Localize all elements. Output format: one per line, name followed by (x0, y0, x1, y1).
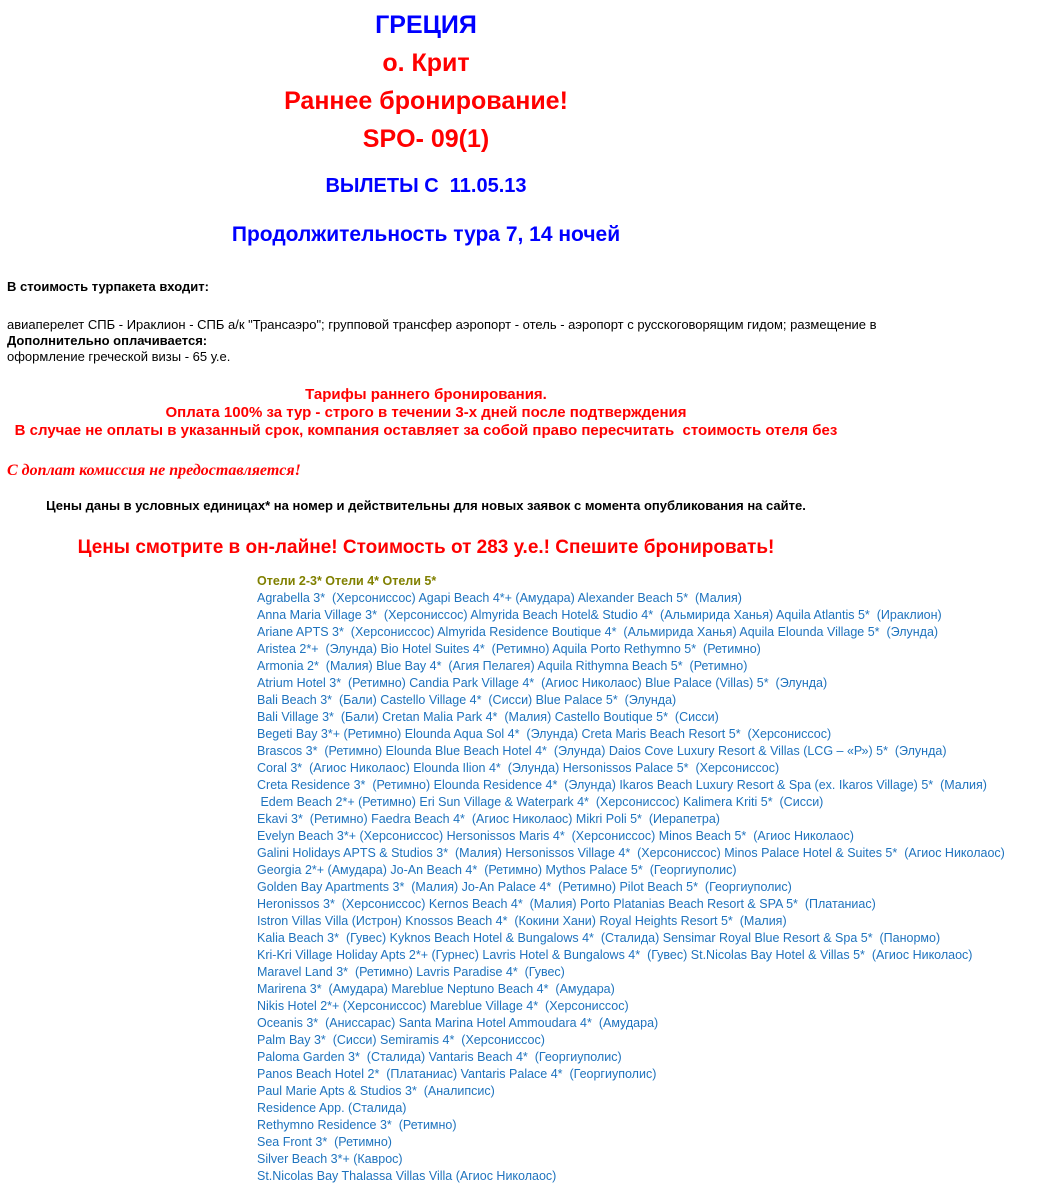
hotel-list-item: Residence App. (Сталида) (257, 1101, 407, 1115)
departure-date-line: ВЫЛЕТЫ С 11.05.13 (325, 175, 527, 197)
tour-duration-line: Продолжительность тура 7, 14 ночей (231, 223, 621, 246)
hotel-list (257, 573, 1037, 1185)
hotel-list-item: Bali Village 3* (Бали) Cretan Malia Park 4* (Малия) Castello Boutique 5* (Сисси) (257, 710, 719, 724)
hotel-list-item: St.Nicolas Bay Thalassa Villas Villa (Агиос Николаос) (257, 1169, 557, 1183)
hotel-list-item: Kalia Beach 3* (Гувес) Kyknos Beach Hotel & Bungalows 4* (Сталида) Sensimar Royal Blue Resort & Spa 5* (Панормо) (257, 931, 941, 945)
hotel-list-item: Palm Bay 3* (Сисси) Semiramis 4* (Херсониссос) (257, 1033, 545, 1047)
hotel-list-item: Ekavi 3* (Ретимно) Faedra Beach 4* (Агиос Николаос) Mikri Poli 5* (Иерапетра) (257, 812, 720, 826)
hotel-list-header: Отели 2-3* Отели 4* Отели 5* (257, 574, 437, 588)
hotel-list-item: Rethymno Residence 3* (Ретимно) (257, 1118, 457, 1132)
page-title-spo-code: SPO- 09(1) (362, 125, 490, 153)
hotel-list-item: Creta Residence 3* (Ретимно) Elounda Residence 4* (Элунда) Ikaros Beach Luxury Resort & Spa (ex. Ikaros Village) 5* (Малия) (257, 778, 987, 792)
tariff-line-2: Оплата 100% за тур - строго в течении 3-х дней после подтверждения (165, 404, 687, 421)
hotel-list-item: Begeti Bay 3*+ (Ретимно) Elounda Aqua Sol 4* (Элунда) Creta Maris Beach Resort 5* (Херсониссос) (257, 727, 832, 741)
tariff-line-3: В случае не оплаты в указанный срок, компания оставляет за собой право пересчитать стоимость отеля без (14, 422, 838, 439)
hotel-list-item: Atrium Hotel 3* (Ретимно) Candia Park Village 4* (Агиос Николаос) Blue Palace (Villas) 5* (Элунда) (257, 676, 828, 690)
tariff-line-1: Тарифы раннего бронирования. (305, 386, 547, 403)
hotel-list-item: Bali Beach 3* (Бали) Castello Village 4* (Сисси) Blue Palace 5* (Элунда) (257, 693, 677, 707)
hotel-list-item: Ariane APTS 3* (Херсониссос) Almyrida Residence Boutique 4* (Альмирида Ханья) Aquila Elounda Village 5* (Элунда) (257, 625, 939, 639)
hotel-list-item: Sea Front 3* (Ретимно) (257, 1135, 392, 1149)
document (0, 6, 1037, 1185)
additional-payment-heading: Дополнительно оплачивается: (7, 333, 208, 348)
hotel-list-item: Golden Bay Apartments 3* (Малия) Jo-An Palace 4* (Ретимно) Pilot Beach 5* (Георгиуполис) (257, 880, 792, 894)
hotel-list-item: Aristea 2*+ (Элунда) Bio Hotel Suites 4* (Ретимно) Aquila Porto Rethymno 5* (Ретимно) (257, 642, 761, 656)
page-title-country: ГРЕЦИЯ (375, 11, 477, 39)
page-title-island: о. Крит (382, 49, 470, 77)
online-prices-cta: Цены смотрите в он-лайне! Стоимость от 283 у.е.! Спешите бронировать! (77, 537, 775, 558)
early-booking-tariff-block (0, 386, 852, 440)
hotel-list-item: Paloma Garden 3* (Сталида) Vantaris Beach 4* (Георгиуполис) (257, 1050, 622, 1064)
hotel-list-item: Edem Beach 2*+ (Ретимно) Eri Sun Village & Waterpark 4* (Херсониссос) Kalimera Kriti 5* (Сисси) (257, 795, 824, 809)
hotel-list-item: Oceanis 3* (Аниссарас) Santa Marina Hotel Ammoudara 4* (Амудара) (257, 1016, 659, 1030)
hotel-list-item: Brascos 3* (Ретимно) Elounda Blue Beach Hotel 4* (Элунда) Daios Cove Luxury Resort & Villas (LCG – «Р») 5* (Элунда) (257, 744, 947, 758)
package-includes-details: авиаперелет СПБ - Ираклион - СПБ а/к "Трансаэро"; групповой трансфер аэропорт - отель - аэропорт с русскоговорящим гидом; размещение в (7, 317, 877, 332)
hotel-list-item: Galini Holidays APTS & Studios 3* (Малия) Hersonissos Village 4* (Херсониссос) Minos Palace Hotel & Suites 5* (Агиос Николаос) (257, 846, 1005, 860)
hotel-list-item: Coral 3* (Агиос Николаос) Elounda Ilion 4* (Элунда) Hersonissos Palace 5* (Херсониссос) (257, 761, 780, 775)
hotel-list-item: Maravel Land 3* (Ретимно) Lavris Paradise 4* (Гувес) (257, 965, 565, 979)
prices-terms-note: Цены даны в условных единицах* на номер и действительны для новых заявок с момента опубликования на сайте. (46, 498, 806, 513)
hotel-list-item: Heronissos 3* (Херсониссос) Kernos Beach 4* (Малия) Porto Platanias Beach Resort & SPA 5* (Платаниас) (257, 897, 876, 911)
package-includes-heading: В стоимость турпакета входит: (7, 279, 209, 294)
hotel-list-item: Panos Beach Hotel 2* (Платаниас) Vantaris Palace 4* (Георгиуполис) (257, 1067, 657, 1081)
hotel-list-item: Anna Maria Village 3* (Херсониссос) Almyrida Beach Hotel& Studio 4* (Альмирида Ханья) Aquila Atlantis 5* (Ираклион) (257, 608, 942, 622)
hotel-list-item: Paul Marie Apts & Studios 3* (Аналипсис) (257, 1084, 495, 1098)
hotel-list-item: Agrabella 3* (Херсониссос) Agapi Beach 4*+ (Амудара) Alexander Beach 5* (Малия) (257, 591, 742, 605)
hotel-list-item: Silver Beach 3*+ (Каврос) (257, 1152, 403, 1166)
hotel-list-item: Armonia 2* (Малия) Blue Bay 4* (Агия Пелагея) Aquila Rithymna Beach 5* (Ретимно) (257, 659, 748, 673)
hotel-list-item: Istron Villas Villa (Истрон) Knossos Beach 4* (Кокини Хани) Royal Heights Resort 5* (Малия) (257, 914, 787, 928)
hotel-list-item: Georgia 2*+ (Амудара) Jo-An Beach 4* (Ретимно) Mythos Palace 5* (Георгиуполис) (257, 863, 737, 877)
page-title-promo: Раннее бронирование! (284, 87, 568, 115)
title-block (0, 6, 852, 158)
commission-note: С доплат комиссия не предоставляется! (7, 462, 301, 479)
hotel-list-item: Marirena 3* (Амудара) Mareblue Neptuno Beach 4* (Амудара) (257, 982, 615, 996)
hotel-list-item: Evelyn Beach 3*+ (Херсониссос) Hersonissos Maris 4* (Херсониссос) Minos Beach 5* (Агиос Николаос) (257, 829, 854, 843)
hotel-list-item: Kri-Kri Village Holiday Apts 2*+ (Гурнес) Lavris Hotel & Bungalows 4* (Гувес) St.Nicolas Bay Hotel & Villas 5* (Агиос Николаос) (257, 948, 973, 962)
visa-fee-line: оформление греческой визы - 65 у.е. (7, 349, 231, 364)
hotel-list-item: Nikis Hotel 2*+ (Херсониссос) Mareblue Village 4* (Херсониссос) (257, 999, 629, 1013)
centered-content-column (0, 6, 877, 560)
